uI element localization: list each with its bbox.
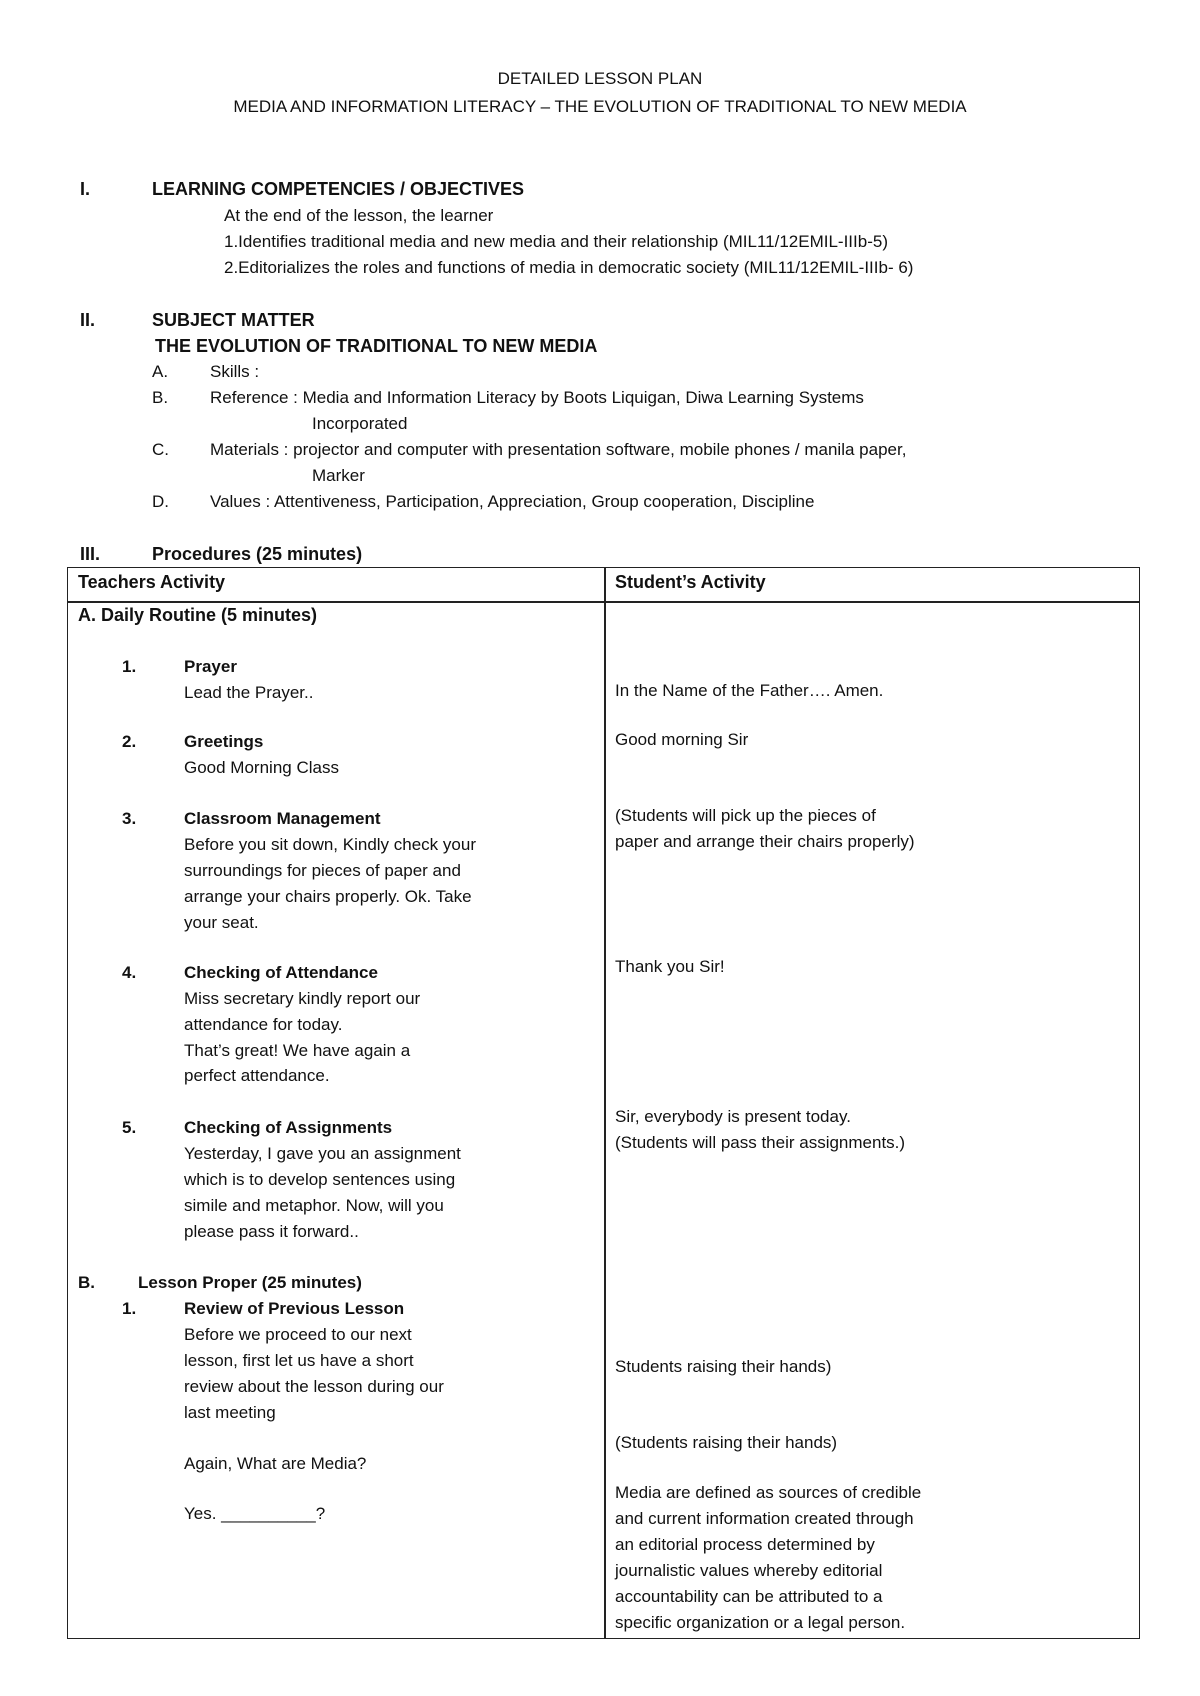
daily-routine-heading: A. Daily Routine (5 minutes) — [78, 605, 318, 625]
routine-text: simile and metaphor. Now, will you — [184, 1196, 444, 1215]
review-text: last meeting — [184, 1403, 276, 1422]
student-raising-hands-1: Students raising their hands) — [615, 1357, 832, 1376]
student-management: (Students will pick up the pieces of — [615, 806, 876, 825]
routine-text: arrange your chairs properly. Ok. Take — [184, 887, 472, 906]
student-attendance: Sir, everybody is present today. — [615, 1107, 851, 1126]
subject-reference-cont: Incorporated — [312, 414, 408, 433]
review-followup: Yes. __________? — [184, 1504, 326, 1523]
section1-heading: LEARNING COMPETENCIES / OBJECTIVES — [152, 179, 525, 199]
student-attendance: (Students will pass their assignments.) — [615, 1133, 906, 1152]
lesson-proper-letter: B. — [78, 1273, 95, 1292]
routine-text: which is to develop sentences using — [184, 1170, 456, 1189]
student-definition: Media are defined as sources of credible — [615, 1483, 922, 1502]
routine-text: Lead the Prayer.. — [184, 683, 314, 702]
table-header-divider — [67, 601, 1140, 603]
student-management: paper and arrange their chairs properly) — [615, 832, 915, 851]
student-definition: and current information created through — [615, 1509, 914, 1528]
objective-1: 1.Identifies traditional media and new media and their relationship (MIL11/12EMIL-IIIb-5) — [224, 232, 888, 251]
subject-skills: Skills : — [210, 362, 260, 381]
section3-number: III. — [80, 544, 101, 564]
routine-title-assignments: Checking of Assignments — [184, 1118, 393, 1137]
routine-number-3: 3. — [122, 809, 137, 828]
column-header-student: Student’s Activity — [615, 572, 766, 592]
subject-materials: Materials : projector and computer with presentation software, mobile phones / manila paper, — [210, 440, 907, 459]
routine-number-2: 2. — [122, 732, 137, 751]
subject-letter-c: C. — [152, 440, 169, 459]
subject-letter-b: B. — [152, 388, 169, 407]
subject-reference: Reference : Media and Information Literacy by Boots Liquigan, Diwa Learning Systems — [210, 388, 864, 407]
student-definition: journalistic values whereby editorial — [615, 1561, 883, 1580]
subject-materials-cont: Marker — [312, 466, 365, 485]
subject-values: Values : Attentiveness, Participation, Appreciation, Group cooperation, Discipline — [210, 492, 815, 511]
routine-text: Good Morning Class — [184, 758, 339, 777]
student-greeting: Good morning Sir — [615, 730, 749, 749]
table-column-divider — [604, 567, 606, 1639]
document-title: DETAILED LESSON PLAN — [497, 69, 703, 88]
student-thanks: Thank you Sir! — [615, 957, 725, 976]
section3-heading: Procedures (25 minutes) — [152, 544, 363, 564]
routine-text: attendance for today. — [184, 1015, 343, 1034]
student-definition: specific organization or a legal person. — [615, 1613, 906, 1632]
routine-text: surroundings for pieces of paper and — [184, 861, 461, 880]
routine-text: please pass it forward.. — [184, 1222, 359, 1241]
routine-text: Miss secretary kindly report our — [184, 989, 421, 1008]
routine-text: perfect attendance. — [184, 1066, 330, 1085]
section1-number: I. — [80, 179, 91, 199]
review-text: lesson, first let us have a short — [184, 1351, 414, 1370]
section2-number: II. — [80, 310, 96, 330]
review-number: 1. — [122, 1299, 137, 1318]
document-subtitle: MEDIA AND INFORMATION LITERACY – THE EVOLUTION OF TRADITIONAL TO NEW MEDIA — [233, 97, 967, 116]
student-definition: an editorial process determined by — [615, 1535, 875, 1554]
routine-text: Yesterday, I gave you an assignment — [184, 1144, 461, 1163]
routine-text: your seat. — [184, 913, 259, 932]
routine-text: That’s great! We have again a — [184, 1041, 411, 1060]
subject-letter-d: D. — [152, 492, 169, 511]
student-definition: accountability can be attributed to a — [615, 1587, 883, 1606]
section1-intro: At the end of the lesson, the learner — [224, 206, 494, 225]
column-header-teacher: Teachers Activity — [78, 572, 226, 592]
routine-number-1: 1. — [122, 657, 137, 676]
section2-topic: THE EVOLUTION OF TRADITIONAL TO NEW MEDIA — [155, 336, 598, 356]
student-prayer: In the Name of the Father…. Amen. — [615, 681, 884, 700]
review-text: review about the lesson during our — [184, 1377, 444, 1396]
student-raising-hands-2: (Students raising their hands) — [615, 1433, 838, 1452]
review-title: Review of Previous Lesson — [184, 1299, 405, 1318]
routine-title-prayer: Prayer — [184, 657, 237, 676]
routine-text: Before you sit down, Kindly check your — [184, 835, 476, 854]
section2-heading: SUBJECT MATTER — [152, 310, 315, 330]
objective-2: 2.Editorializes the roles and functions of media in democratic society (MIL11/12EMIL-IIIb- 6) — [224, 258, 914, 277]
routine-number-5: 5. — [122, 1118, 137, 1137]
routine-number-4: 4. — [122, 963, 137, 982]
lesson-proper-heading: Lesson Proper (25 minutes) — [138, 1273, 362, 1292]
routine-title-greetings: Greetings — [184, 732, 264, 751]
routine-title-attendance: Checking of Attendance — [184, 963, 378, 982]
routine-title-classroom-management: Classroom Management — [184, 809, 381, 828]
review-question: Again, What are Media? — [184, 1454, 367, 1473]
subject-letter-a: A. — [152, 362, 169, 381]
review-text: Before we proceed to our next — [184, 1325, 412, 1344]
